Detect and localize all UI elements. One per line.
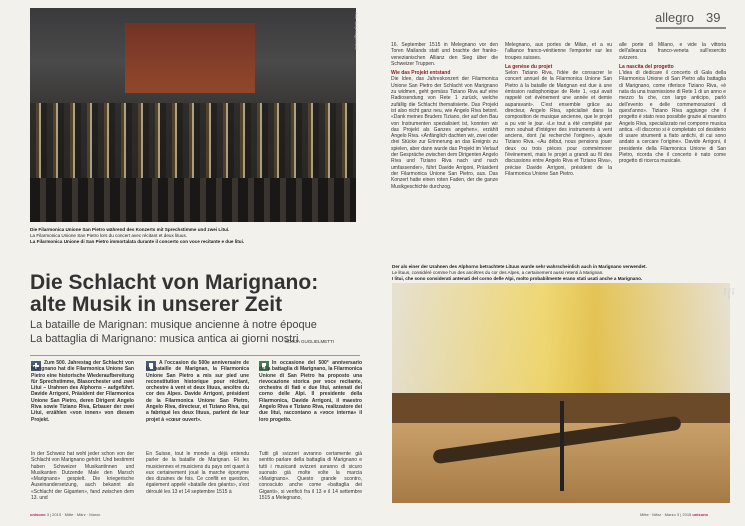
projection-screen bbox=[125, 23, 255, 93]
title-line-1: Die Schlacht von Marignano: bbox=[30, 271, 319, 294]
microphone-stand bbox=[560, 401, 564, 491]
caption-fr: La Filarmonica Unione San Pietro lors du concert avec récitant et deux lituus. bbox=[30, 233, 188, 238]
page-number: 39 bbox=[706, 10, 721, 25]
col-fr-top: Melegnano, aux portes de Milan, et a vu l'alliance franco-vénitienne l'emporter sur les troupes suisses. bbox=[505, 42, 612, 61]
photo2-credit: Foto: Tiziano Riva bbox=[723, 288, 735, 300]
subtitle-fr: La bataille de Marignan: musique ancienne à notre époque bbox=[30, 319, 317, 331]
intro-de: Zum 500. Jahrestag der Schlacht von Marignano hat die Filarmonica Unione San Pietro eine historische Wiederaufbereitung für Sprechstimme, Blasorchester und zwei Litui – Urahnen des Alphorns – aufgeführt. Davide Arrigoni, Präsident der Filarmonica Unione San Pietro, deren Dirigent Angelo Riva sowie Tiziano Riva, Erbauer der zwei Litui, erzählen «von innen» von diesem Projekt. bbox=[31, 360, 134, 423]
audience bbox=[30, 178, 356, 222]
footer-left bbox=[30, 512, 100, 517]
caption2-it: I litui, che sono considerati antenati del corno delle Alpi, molto probabilmente erano stati usati anche a Marignano. bbox=[392, 276, 643, 281]
section-header: allegro bbox=[655, 10, 695, 25]
footer-brand: unisono bbox=[30, 512, 46, 517]
caption-de: Die Filarmonica Unione San Pietro während des Konzerts mit Sprechstimme und zwei Lituí. bbox=[30, 227, 230, 232]
footer-right bbox=[640, 512, 708, 517]
concert-photo bbox=[30, 8, 356, 222]
caption2-de: Der als einer der Urahnen des Alphorns betrachtete Lituus wurde sehr wahrscheinlich auch in Marignano verwendet. bbox=[392, 264, 647, 269]
col-de-top: 16. September 1515 in Melegnano vor den Toren Mailands statt und brachte der franko-venezianischen Allianz den Sieg über die Schweizer Truppen. bbox=[391, 42, 498, 67]
body-de: In der Schweiz hat wohl jeder schon von der Schlacht von Marignano gehört. Und bestimmt haben Schweizer Musikantinnen und Musikanten Dutzende Male den Marsch «Marignano» gespielt. Die kriegerische Auseinandersetzung, auch bekannt als «Schlacht der Giganten», fand zwischen dem 13. und bbox=[31, 451, 134, 502]
col-it-top: alle porte di Milano, e vide la vittoria dell'alleanza franco-veneta sull'esercito svizzero. bbox=[619, 42, 726, 61]
author-byline: SONJA GUGLIELMETTI bbox=[285, 339, 335, 344]
header-rule bbox=[656, 27, 726, 29]
intro-fr: A l'occasion du 500e anniversaire de la bataille de Marignan, la Filarmonica Unione San Pietro a mis sur pied une reconstitution historique pour récitant, orchestre à vent et deux lituus, ancêtre du cor des Alpes. Davide Arrigoni, président de la Filarmonica Unione San Pietro, Angelo Riva, directeur, et Tiziano Riva, qui a fabriqué les deux lituus, parlent de leur projet à «cœur ouvert». bbox=[146, 360, 249, 423]
col-it-heading: La nascita del progetto bbox=[619, 63, 674, 70]
footer-brand-right: unisono bbox=[692, 512, 708, 517]
col-fr-body: Selon Tiziano Riva, l'idée de consacrer le concert annuel de la Filarmonica Unione San Pietro à la bataille de Marignan est due à une émission radiophonique de Rete 1, «qui avait rappelé cet événement une année et demie auparavant». C'est ensemble grâce au directeur, Angelo Riva, spécialisé dans la composition de musique ancienne, que le projet a pu voir le jour. «Le tout a été complété par mon souhait d'intégrer des instruments à vent anciens, dont j'ai recherché l'origine», ajoute Tiziano Riva. «Au début, nous pensions jouer deux ou trois pièces pour commémorer l'événement, mais le projet a grandi au fil des discussions entre Angelo Riva et Tiziano Riva», précise Davide Arrigoni, président de la Filarmonica Unione San Pietro. bbox=[505, 70, 612, 177]
body-fr: En Suisse, tout le monde a déjà entendu parler de la bataille de Marignan. Et les musiciennes et musiciens du pays ont quant à eux certainement joué la marche éponyme des dizaines de fois. Ce conflit en question, également appelé «bataille des géants», s'est déroulé les 13 et 14 septembre 1515 à bbox=[146, 451, 249, 495]
col-de-heading: Wie das Projekt entstand bbox=[391, 70, 451, 77]
photo-credit: Foto: Sonja Guglielmetti bbox=[354, 12, 358, 50]
article-title bbox=[30, 272, 360, 316]
divider bbox=[30, 355, 360, 356]
footer-issue-right: Mitte · März · Marzo 3 | 2015 bbox=[640, 512, 692, 517]
col-de-body: Die Idee, das Jahreskonzert der Filarmonica Unione San Pietro der Schlacht von Marignano zu widmen, geht gemäss Tiziano Riva auf eine Radiosendung von Rete 1 zurück, welche zufällig die Schlacht thematisierte. Das Projekt ist also nicht ganz neu, wie Angelo Riva betont. «Dank meines Bruders Tiziano, der auf den Bau von Instrumenten spezialisiert ist, konnten wir das Projekt als Ganzes angehen», erzählt Angelo Riva. «Anfänglich dachten wir, zwei oder drei Stücke zur Erinnerung an das Ereignis zu spielen, aber dann wurde das Projekt im Verlauf der Gespräche zwischen dem Dirigenten Angelo Riva und Tiziano Riva nach und nach umfassender», führt Davide Arrigoni, Präsident der Filarmonica Unione San Pietro, aus. Das Konzert hatte einen roten Faden, der die ganze Musikgeschichte durchzog. bbox=[391, 76, 498, 190]
title-line-2: alte Musik in unserer Zeit bbox=[30, 293, 283, 316]
col-fr-heading: La genèse du projet bbox=[505, 63, 553, 70]
decorated-wall bbox=[392, 283, 730, 393]
right-col-fr bbox=[505, 42, 612, 272]
body-it: Tutti gli svizzeri avranno certamente già sentito parlare della battaglia di Marignano e tutti i musicanti svizzeri avranno di sicuro suonato già molte volte la marcia «Marignano». Questo grande scontro, conosciuto anche come «battaglia dei Giganti», si verificò fra il 13 e il 14 settembre 1515 a Melegnano, bbox=[259, 451, 362, 502]
caption-it: La Filarmonica Unione di San Pietro immortalata durante il concerto con voce recitante e due litui. bbox=[30, 239, 245, 244]
right-col-de bbox=[391, 42, 498, 272]
footer-issue: 3 | 2015 · Mitte · März · Marzo bbox=[46, 512, 101, 517]
caption2-fr: Le lituus, considéré comme l'un des ancêtres du cor des Alpes, a certainement aussi retenti à Marignan. bbox=[392, 270, 604, 275]
col-it-body: L'idea di dedicare il concerto di Gala della Filarmonica Unione di San Pietro alla battaglia di Marignano, come riferisce Tiziano Riva, «è nata da una trasmissione di Rete 1 di un anno e mezzo fa che, con largo anticipo, parlò dell'evento e delle commemorazioni di quest'anno». Tiziano Riva aggiunge che il progetto è stato reso possibile grazie al maestro Angelo Riva, specializzato nel comporre musica antica. «Il discorso si è completato col desiderio di usare strumenti a fiato antichi, di cui sono andato a cercare l'origine». Davide Arrigoni, il presidente della Filarmonica Unione di San Pietro, ricorda che il concerto è nato come progetto di ricerca musicale. bbox=[619, 70, 726, 165]
intro-it: In occasione del 500° anniversario della battaglia di Marignano, la Filarmonica Unione di San Pietro ha proposto una rievocazione storica per voce recitante, orchestra di fiati e due litui, antenati del corno delle Alpi. Il presidente della Filarmonica, Davide Arrigoni, il maestro Angelo Riva e Tiziano Riva, realizzatore dei due litui, raccontano a «voce interna» il loro progetto. bbox=[259, 360, 362, 423]
lituus-photo bbox=[392, 283, 730, 503]
right-col-it bbox=[619, 42, 726, 272]
subtitle-it: La battaglia di Marignano: musica antica ai giorni nostri bbox=[30, 333, 299, 345]
